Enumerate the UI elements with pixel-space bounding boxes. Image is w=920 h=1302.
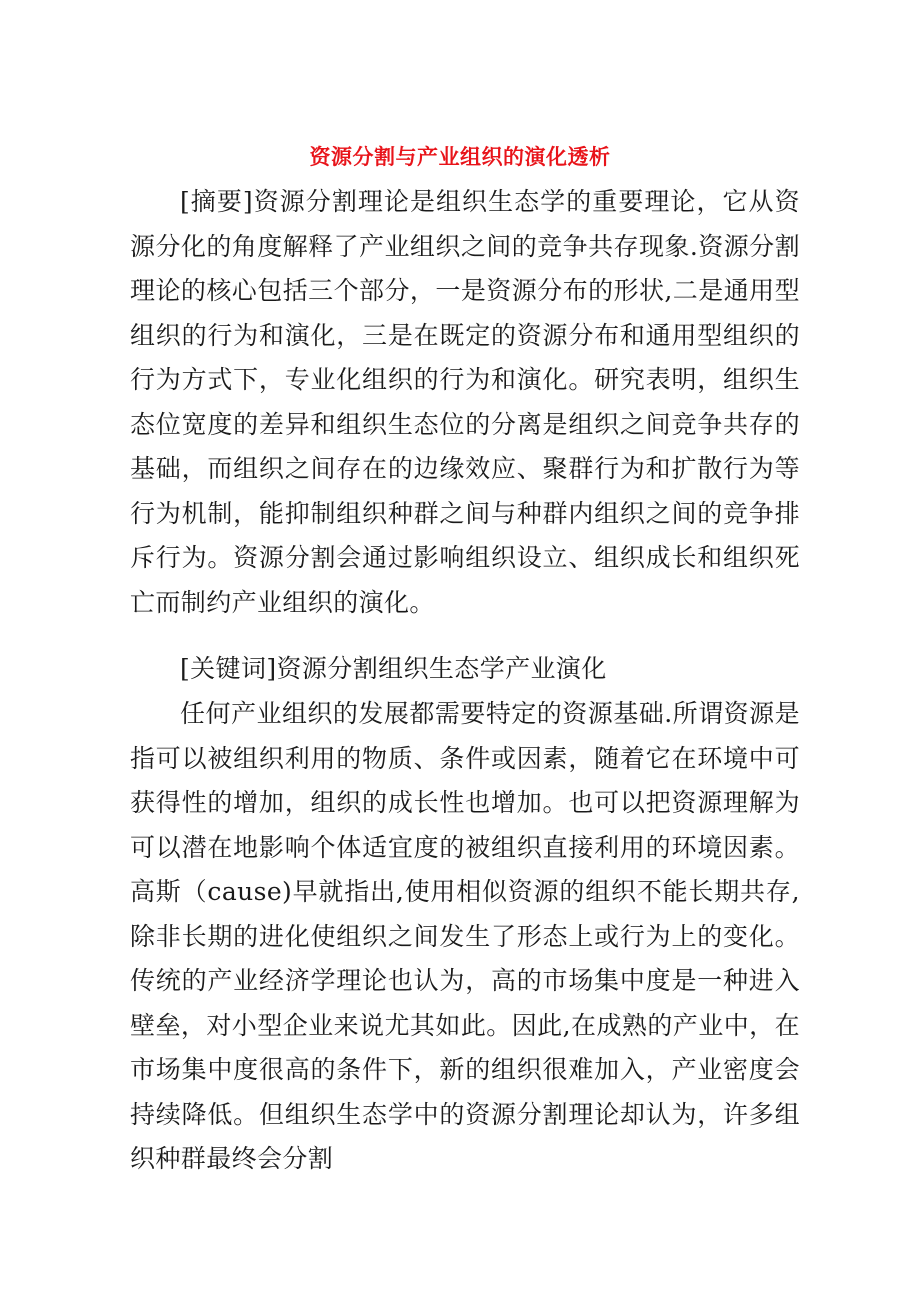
document-title: 资源分割与产业组织的演化透析 [309, 145, 611, 169]
keywords-paragraph: [关键词]资源分割组织生态学产业演化 [180, 654, 607, 683]
abstract-paragraph: [摘要]资源分割理论是组织生态学的重要理论，它从资源分化的角度解释了产业组织之间的竞争共存现象.资源分割理论的核心包括三个部分，一是资源分布的形状,二是通用型组织的行为和演化，三是在既定的资源分布和通用型组织的行为方式下，专业化组织的行为和演化。研究表明，组织生态位宽度的差异和组织生态位的分离是组织之间竞争共存的基础，而组织之间存在的边缘效应、聚群行为和扩散行为等行为机制，能抑制组织种群之间与种群内组织之间的竞争排斥行为。资源分割会通过影响组织设立、组织成长和组织死亡而制约产业组织的演化。 [130, 187, 800, 617]
body-paragraph: 任何产业组织的发展都需要特定的资源基础.所谓资源是指可以被组织利用的物质、条件或因素，随着它在环境中可获得性的增加，组织的成长性也增加。也可以把资源理解为可以潜在地影响个体适宜度的被组织直接利用的环境因素。高斯（cause)早就指出,使用相似资源的组织不能长期共存,除非长期的进化使组织之间发生了形态上或行为上的变化。传统的产业经济学理论也认为，高的市场集中度是一种进入壁垒，对小型企业来说尤其如此。因此,在成熟的产业中，在市场集中度很高的条件下，新的组织很难加入，产业密度会持续降低。但组织生态学中的资源分割理论却认为，许多组织种群最终会分割 [130, 699, 800, 1173]
